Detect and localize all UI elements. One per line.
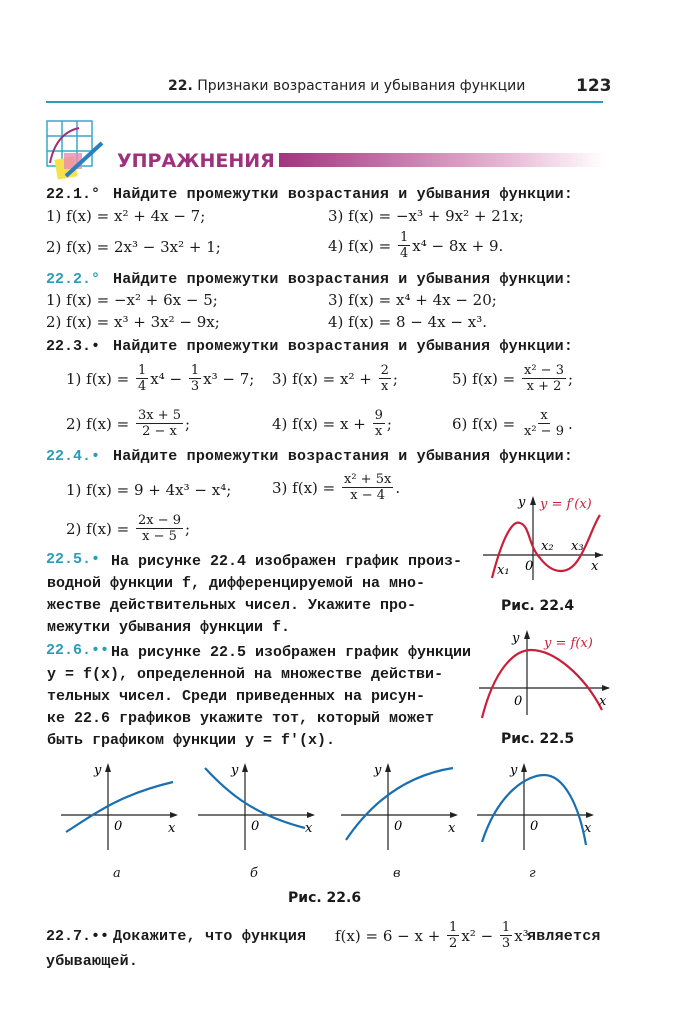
problem-text: Найдите промежутки возрастания и убывания функции:: [113, 186, 574, 203]
function-curve: [482, 650, 602, 718]
denominator: x + 2: [526, 379, 562, 394]
formula-text: x³: [514, 926, 529, 945]
axis-label-x: x: [584, 821, 592, 836]
origin-label: 0: [514, 694, 523, 709]
formula: [328, 230, 503, 261]
function-label: y = f(x): [544, 636, 593, 651]
formula: [328, 291, 497, 309]
formula-text: f(x) = x +: [292, 414, 371, 433]
formula-text: f(x) = 2x³ − 3x² + 1;: [66, 238, 221, 256]
formula-text: 6): [452, 414, 473, 433]
denominator: 3: [190, 379, 200, 394]
chapter-header: [168, 78, 525, 94]
axis-label-x: x: [305, 821, 313, 836]
denominator: 2 − x: [142, 424, 177, 439]
fraction: [136, 513, 183, 544]
origin-label: 0: [114, 819, 123, 834]
formula: [46, 207, 205, 225]
chapter-title: Признаки возрастания и убывания функции: [197, 78, 526, 94]
root-label: x₃: [571, 539, 584, 554]
formula-text: ;: [185, 519, 191, 538]
axis-label-y: y: [94, 763, 102, 778]
formula: [66, 363, 254, 394]
fraction: [500, 920, 512, 951]
formula-text: 3): [272, 369, 293, 388]
formula: [46, 313, 220, 331]
fraction: [379, 363, 391, 394]
formula-text: f(x) =: [348, 236, 396, 255]
formula-text: f(x) = 9 + 4x³ − x⁴;: [86, 481, 232, 499]
formula-text: 2): [66, 414, 87, 433]
root-label: x₂: [541, 539, 554, 554]
formula-text: 4): [328, 313, 349, 331]
text-line: быть графиком функции y = f′(x).: [47, 732, 336, 749]
formula-text: f(x) =: [292, 478, 340, 497]
formula-text: 1): [66, 481, 87, 499]
formula-text: 4): [272, 414, 293, 433]
problem-text: [47, 664, 443, 752]
formula-text: f(x) =: [472, 369, 520, 388]
axis-label-x: x: [591, 559, 599, 574]
formula-text: f(x) = x⁴ + 4x − 20;: [348, 291, 497, 309]
formula: [66, 408, 190, 439]
formula: [46, 238, 221, 256]
formula-text: 3): [272, 478, 293, 497]
figure-22-6-panel-3: [338, 760, 463, 855]
formula-text: x⁴ − 8x + 9.: [412, 236, 504, 255]
formula: [272, 408, 392, 439]
axis-label-x: x: [168, 821, 176, 836]
problem-text: убывающей.: [46, 953, 139, 970]
function-label: y = f′(x): [540, 497, 592, 512]
fraction: [342, 472, 393, 503]
denominator: 4: [138, 379, 147, 394]
numerator: 1: [501, 920, 511, 935]
figure-caption: Рис. 22.4: [501, 598, 575, 614]
text-line: y = f(x), определенной на множестве действи-: [47, 666, 444, 683]
formula-text: x³ − 7;: [203, 369, 255, 388]
formula: [328, 207, 524, 225]
formula: [452, 408, 573, 439]
formula-text: 5): [452, 369, 473, 388]
axis-label-y: y: [374, 763, 382, 778]
denominator: 2: [449, 936, 458, 951]
chapter-number: 22.: [168, 78, 193, 94]
panel-label: б: [250, 866, 258, 881]
fraction: [522, 408, 566, 439]
denominator: x − 4: [350, 488, 386, 503]
formula-text: 1): [66, 369, 87, 388]
axis-label-x: x: [448, 821, 456, 836]
numerator: 9: [374, 408, 383, 423]
formula-text: f(x) = x² + 4x − 7;: [66, 207, 206, 225]
formula-text: x² −: [461, 926, 498, 945]
section-bar: [272, 153, 605, 167]
problem-number: 22.1.°: [46, 186, 101, 203]
problem-text: [47, 551, 462, 573]
problem-number: 22.6.••: [46, 642, 110, 659]
axis-label-y: y: [512, 631, 520, 646]
denominator: 4: [400, 246, 409, 261]
axis-label-y: y: [518, 495, 526, 510]
figure-22-4-graph: [478, 490, 608, 585]
problem-text: [47, 642, 471, 664]
formula-text: f(x) = −x³ + 9x² + 21x;: [348, 207, 524, 225]
text-line: ке 22.6 графиков укажите тот, который может: [47, 710, 435, 727]
panel-label: а: [113, 866, 121, 881]
problem-number: 22.7.••: [46, 928, 110, 945]
fraction: [447, 920, 459, 951]
formula-text: ;: [392, 369, 398, 388]
numerator: 1: [449, 920, 458, 935]
denominator: 3: [501, 936, 511, 951]
page-number: 123: [576, 76, 612, 96]
formula-text: f(x) =: [86, 369, 134, 388]
curve: [482, 775, 586, 845]
problem-number: 22.4.•: [46, 448, 101, 465]
fraction: [398, 230, 410, 261]
formula-text: ;: [567, 369, 574, 388]
formula-text: ;: [386, 414, 392, 433]
fraction: [522, 363, 566, 394]
formula-text: f(x) = 8 − 4x − x³.: [348, 313, 487, 331]
formula: [272, 472, 400, 503]
formula: [272, 363, 398, 394]
formula-text: 1): [46, 207, 67, 225]
formula-text: 2): [66, 519, 87, 538]
numerator: 2x − 9: [138, 513, 182, 528]
formula: [452, 363, 573, 394]
denominator: x: [381, 379, 389, 394]
formula-text: 2): [46, 238, 67, 256]
figure-caption: Рис. 22.6: [288, 890, 362, 906]
axis-label-x: x: [599, 694, 607, 709]
formula: [46, 291, 218, 309]
denominator: x² − 9: [524, 424, 564, 439]
numerator: 1: [400, 230, 409, 245]
root-label: x₁: [497, 563, 510, 578]
origin-label: 0: [525, 559, 534, 574]
problem-number: 22.2.°: [46, 271, 101, 288]
formula-text: ;: [185, 414, 191, 433]
figure-22-6-panel-2: [195, 760, 320, 855]
formula-text: x⁴ −: [150, 369, 187, 388]
numerator: 3x + 5: [138, 408, 182, 423]
formula-text: f(x) =: [86, 519, 134, 538]
section-title: УПРАЖНЕНИЯ: [117, 150, 279, 172]
formula: [335, 920, 529, 951]
formula-text: .: [567, 414, 573, 433]
numerator: 2: [380, 363, 389, 378]
problem-text: Найдите промежутки возрастания и убывания функции:: [113, 271, 574, 288]
axis-label-y: y: [510, 763, 518, 778]
problem-text: [47, 573, 425, 639]
problem-text: является: [527, 928, 601, 945]
origin-label: 0: [251, 819, 260, 834]
panel-label: в: [393, 866, 401, 881]
problem-number: 22.3.•: [46, 338, 101, 355]
numerator: x² + 5x: [344, 472, 392, 487]
denominator: x − 5: [142, 529, 177, 544]
text-line: тельных чисел. Среди приведенных на рисун-: [47, 688, 426, 705]
numerator: x: [540, 408, 548, 423]
formula-text: f(x) = x² +: [292, 369, 377, 388]
axis-label-y: y: [231, 763, 239, 778]
panel-label: г: [529, 866, 536, 881]
text-line: межутки убывания функции f.: [47, 619, 291, 636]
formula-text: 2): [46, 313, 67, 331]
denominator: x: [375, 424, 383, 439]
formula-text: f(x) = 6 − x +: [335, 926, 446, 945]
problem-text: Найдите промежутки возрастания и убывания функции:: [113, 448, 574, 465]
formula-text: 4): [328, 236, 349, 255]
origin-label: 0: [530, 819, 539, 834]
problem-text: Докажите, что функция: [113, 928, 307, 945]
fraction: [136, 363, 148, 394]
formula: [66, 481, 231, 499]
figure-22-5-graph: [474, 625, 614, 720]
origin-label: 0: [394, 819, 403, 834]
formula: [328, 313, 487, 331]
problem-text: Найдите промежутки возрастания и убывания функции:: [113, 338, 574, 355]
formula-text: .: [395, 478, 401, 497]
header-rule: [46, 101, 603, 103]
numerator: 1: [138, 363, 147, 378]
formula-text: 3): [328, 291, 349, 309]
formula-text: f(x) =: [472, 414, 520, 433]
formula-text: 1): [46, 291, 67, 309]
exercises-icon: [44, 118, 114, 183]
text-line: жестве действительных чисел. Укажите про-: [47, 597, 417, 614]
formula: [66, 513, 190, 544]
formula-text: 3): [328, 207, 349, 225]
figure-22-6-panel-1: [58, 760, 183, 855]
text-line: На рисунке 22.4 изображен график произ-: [111, 553, 463, 570]
fraction: [136, 408, 183, 439]
fraction: [373, 408, 385, 439]
text-line: На рисунке 22.5 изображен график функции: [111, 644, 472, 661]
numerator: 1: [190, 363, 200, 378]
formula-text: f(x) = x³ + 3x² − 9x;: [66, 313, 220, 331]
formula-text: f(x) =: [86, 414, 134, 433]
text-line: водной функции f, дифференцируемой на мно-: [47, 575, 426, 592]
problem-number: 22.5.•: [46, 551, 101, 568]
figure-caption: Рис. 22.5: [501, 731, 575, 747]
numerator: x² − 3: [524, 363, 564, 378]
formula-text: f(x) = −x² + 6x − 5;: [66, 291, 218, 309]
fraction: [189, 363, 201, 394]
figure-22-6-panel-4: [474, 760, 599, 855]
